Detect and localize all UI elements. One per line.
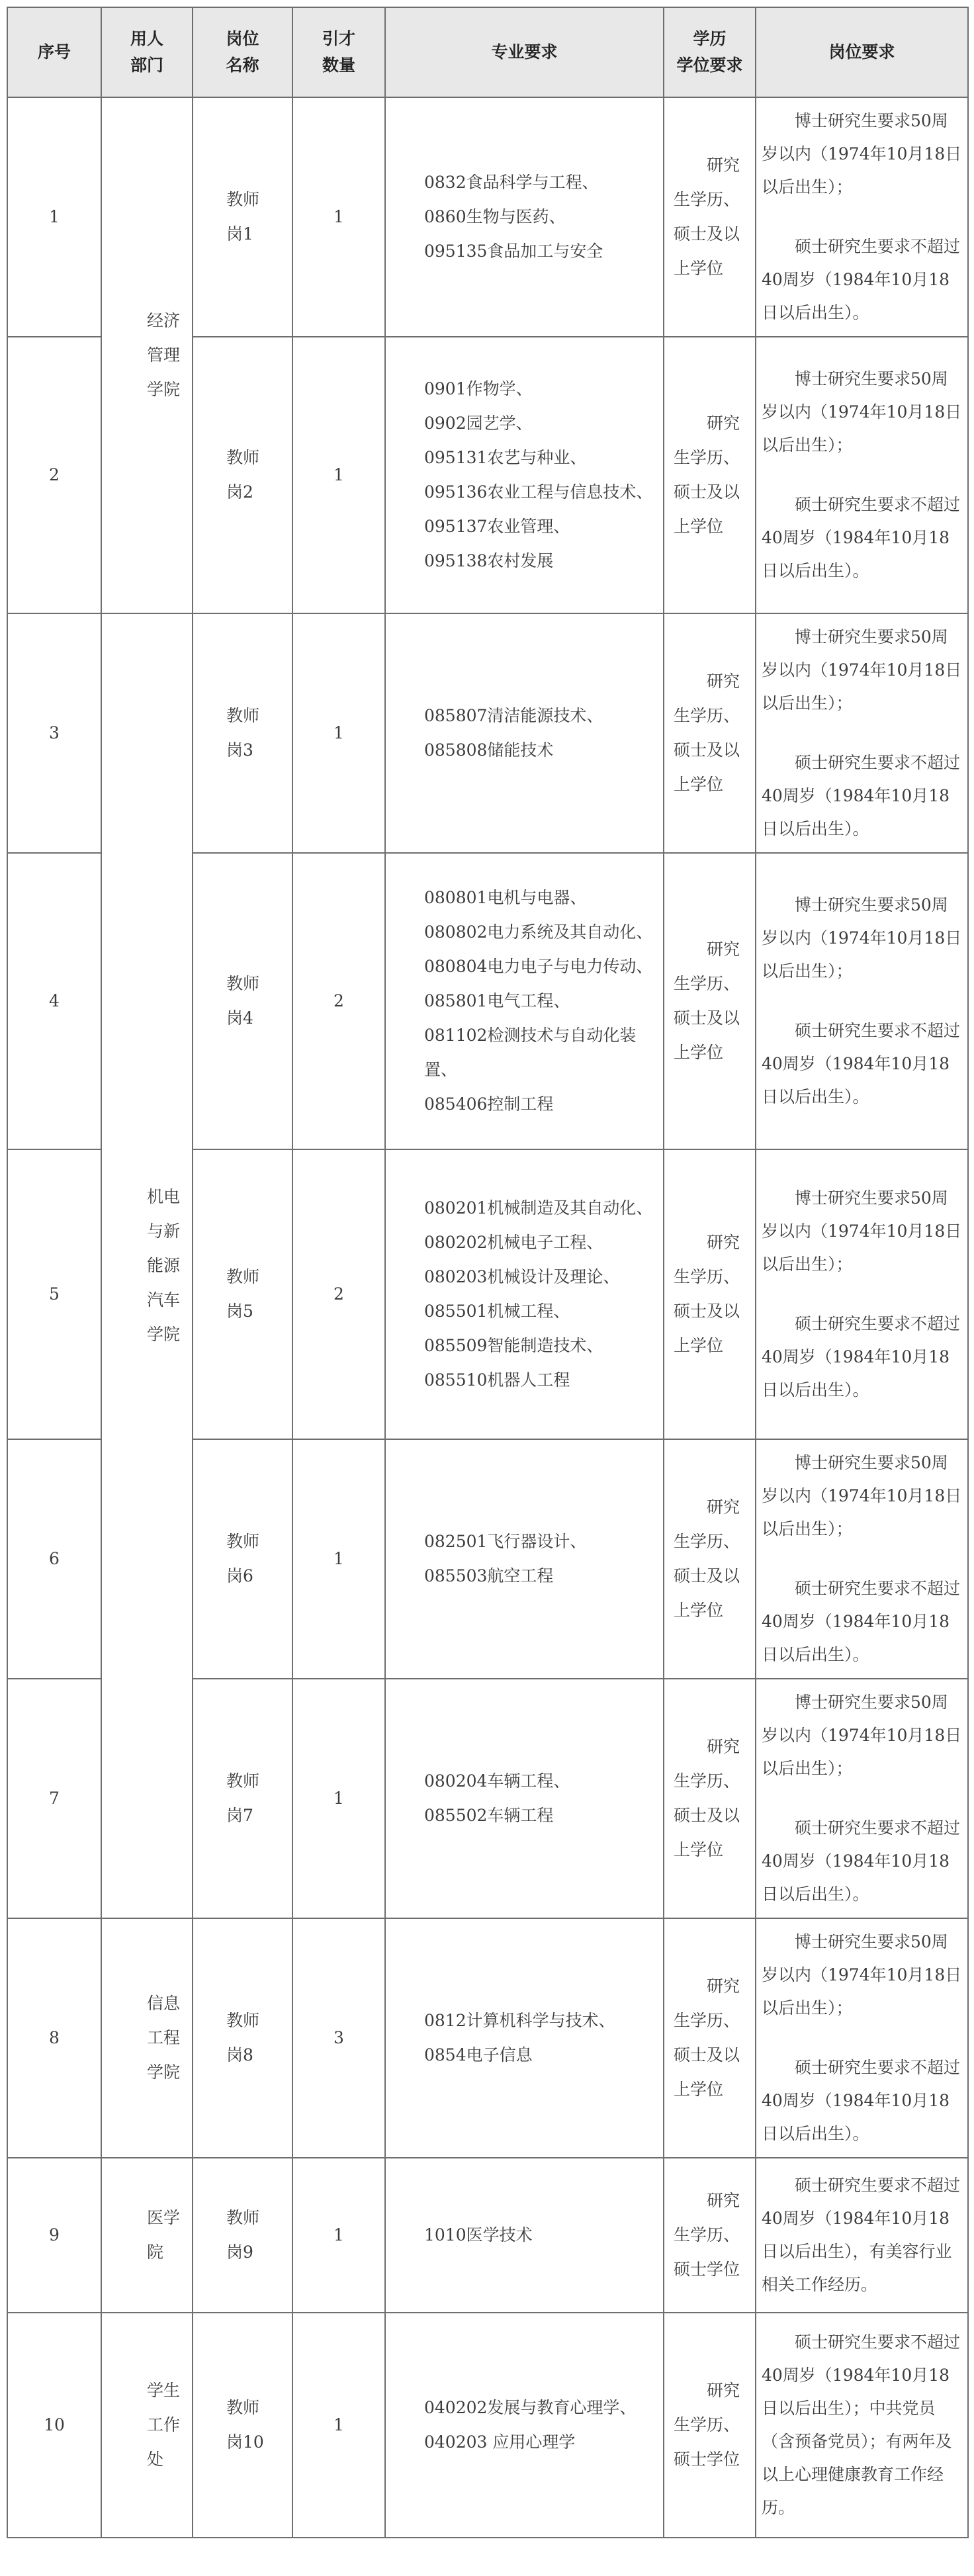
cell-count: 1 (292, 1679, 385, 1918)
major-item: 095137农业管理、 (424, 517, 570, 536)
text-line: 教师 (226, 448, 260, 467)
cell-seq: 1 (7, 97, 101, 337)
major-item: 081102检测技术与自动化装置、 (424, 1026, 637, 1079)
cell-edu (664, 613, 756, 853)
major-item: 095138农村发展 (424, 551, 554, 570)
major-item: 085502车辆工程 (424, 1806, 554, 1825)
text-line: 岗5 (226, 1302, 253, 1321)
cell-seq: 7 (7, 1679, 101, 1918)
text-line: 工作处 (147, 2415, 181, 2469)
cell-req (756, 97, 968, 337)
text-line: 管理学院 (147, 345, 181, 399)
dept-label (102, 1180, 192, 1352)
cell-post (193, 1918, 292, 2158)
text-line: 硕士研究生要求不超过40周岁（1984年10月18日以后出生），有美容行业相关工作经历。 (762, 2176, 961, 2294)
cell-count: 2 (292, 853, 385, 1149)
major-item: 080203机械设计及理论、 (424, 1267, 620, 1286)
header-major: 专业要求 (385, 7, 664, 97)
edu-line: 研究 (707, 1737, 740, 1756)
text-line: 硕士研究生要求不超过40周岁（1984年10月18日以后出生）。 (762, 1314, 961, 1399)
text-line: 教师 (226, 2398, 260, 2417)
cell-edu (664, 1918, 756, 2158)
edu-line: 研究 (707, 940, 740, 959)
edu-line: 生学历、 (674, 2225, 740, 2244)
text-line: 博士研究生要求50周岁以内（1974年10月18日以后出生）； (762, 1453, 962, 1538)
edu-line: 硕士及以 (674, 1008, 740, 1028)
cell-seq: 6 (7, 1439, 101, 1679)
edu-line: 硕士及以 (674, 2045, 740, 2065)
text-line: 硕士研究生要求不超过40周岁（1984年10月18日以后出生）；中共党员（含预备党员）；有两年及以上心理健康教育工作经历。 (762, 2332, 961, 2517)
major-item: 080202机械电子工程、 (424, 1233, 603, 1252)
major-item: 0860生物与医药、 (424, 207, 566, 226)
cell-edu (664, 1439, 756, 1679)
edu-line: 上学位 (674, 259, 724, 278)
cell-post (193, 1679, 292, 1918)
cell-major (385, 1439, 664, 1679)
edu-line: 生学历、 (674, 2415, 740, 2434)
cell-dept (101, 2158, 193, 2313)
major-item: 0902园艺学、 (424, 414, 533, 433)
table-row (7, 97, 968, 337)
edu-line: 研究 (707, 1976, 740, 1996)
major-item: 082501飞行器设计、 (424, 1532, 587, 1551)
cell-post (193, 97, 292, 337)
text-line: 岗8 (226, 2045, 253, 2065)
cell-count: 1 (292, 1439, 385, 1679)
text-line: 岗2 (226, 482, 253, 502)
text-line: 岗1 (226, 224, 253, 244)
major-item: 080204车辆工程、 (424, 1771, 570, 1791)
cell-count: 2 (292, 1149, 385, 1439)
major-item: 095136农业工程与信息技术、 (424, 482, 653, 502)
edu-line: 硕士及以 (674, 1806, 740, 1825)
text-line: 岗6 (226, 1566, 253, 1585)
text-line: 岗10 (226, 2432, 264, 2452)
major-item: 0832食品科学与工程、 (424, 173, 599, 192)
edu-line: 生学历、 (674, 706, 740, 725)
dept-label (102, 2374, 192, 2477)
major-item: 040202发展与教育心理学、 (424, 2398, 637, 2417)
cell-req (756, 613, 968, 853)
header-req: 岗位要求 (756, 7, 968, 97)
header-post: 岗位 名称 (193, 7, 292, 97)
cell-req (756, 1439, 968, 1679)
cell-edu (664, 97, 756, 337)
cell-req (756, 337, 968, 613)
header-seq: 序号 (7, 7, 101, 97)
cell-post (193, 1439, 292, 1679)
cell-edu (664, 853, 756, 1149)
edu-line: 生学历、 (674, 2011, 740, 2030)
cell-seq: 10 (7, 2313, 101, 2538)
text-line: 岗3 (226, 740, 253, 760)
cell-major (385, 97, 664, 337)
edu-line: 研究 (707, 672, 740, 691)
text-line: 岗4 (226, 1008, 253, 1028)
major-item: 080801电机与电器、 (424, 888, 587, 907)
cell-major (385, 613, 664, 853)
cell-count: 1 (292, 2158, 385, 2313)
text-line: 硕士研究生要求不超过40周岁（1984年10月18日以后出生）。 (762, 495, 961, 580)
text-line: 硕士研究生要求不超过40周岁（1984年10月18日以后出生）。 (762, 1021, 961, 1106)
table-row (7, 1918, 968, 2158)
text-line: 教师 (226, 2208, 260, 2227)
header-dept: 用人 部门 (101, 7, 193, 97)
major-item: 085406控制工程 (424, 1094, 554, 1114)
cell-edu (664, 337, 756, 613)
text-line: 博士研究生要求50周岁以内（1974年10月18日以后出生）； (762, 111, 962, 197)
cell-edu (664, 2158, 756, 2313)
text-line: 信息 (147, 1994, 181, 2013)
recruitment-table (7, 7, 969, 2538)
edu-line: 上学位 (674, 1336, 724, 1355)
text-line: 工程学院 (147, 2028, 181, 2082)
table-row (7, 2313, 968, 2538)
cell-count: 1 (292, 97, 385, 337)
cell-seq: 4 (7, 853, 101, 1149)
cell-major (385, 1679, 664, 1918)
edu-line: 上学位 (674, 2080, 724, 2099)
text-line: 教师 (226, 1771, 260, 1791)
table-row (7, 2158, 968, 2313)
major-item: 0812计算机科学与技术、 (424, 2011, 615, 2030)
cell-dept (101, 1918, 193, 2158)
text-line: 岗7 (226, 1806, 253, 1825)
edu-line: 生学历、 (674, 974, 740, 993)
text-line: 博士研究生要求50周岁以内（1974年10月18日以后出生）； (762, 895, 962, 981)
cell-count: 1 (292, 2313, 385, 2538)
cell-req (756, 1918, 968, 2158)
edu-line: 生学历、 (674, 190, 740, 209)
cell-req (756, 2313, 968, 2538)
text-line: 博士研究生要求50周岁以内（1974年10月18日以后出生）； (762, 1693, 962, 1778)
text-line: 教师 (226, 1532, 260, 1551)
cell-seq: 9 (7, 2158, 101, 2313)
cell-req (756, 853, 968, 1149)
text-line: 博士研究生要求50周岁以内（1974年10月18日以后出生）； (762, 1188, 962, 1274)
edu-line: 研究 (707, 414, 740, 433)
edu-line: 硕士及以 (674, 224, 740, 244)
edu-line: 上学位 (674, 517, 724, 536)
header-edu: 学历 学位要求 (664, 7, 756, 97)
major-item: 085503航空工程 (424, 1566, 554, 1585)
cell-edu (664, 1149, 756, 1439)
cell-post (193, 853, 292, 1149)
edu-line: 生学历、 (674, 1532, 740, 1551)
cell-dept (101, 2313, 193, 2538)
cell-edu (664, 2313, 756, 2538)
text-line: 硕士研究生要求不超过40周岁（1984年10月18日以后出生）。 (762, 753, 961, 838)
edu-line: 研究 (707, 155, 740, 175)
cell-post (193, 2313, 292, 2538)
major-item: 085501机械工程、 (424, 1302, 570, 1321)
edu-line: 研究 (707, 2381, 740, 2400)
edu-line: 上学位 (674, 1043, 724, 1062)
edu-line: 研究 (707, 1233, 740, 1252)
cell-major (385, 853, 664, 1149)
major-item: 0901作物学、 (424, 379, 533, 398)
cell-seq: 5 (7, 1149, 101, 1439)
major-item: 085801电气工程、 (424, 991, 570, 1010)
text-line: 教师 (226, 1267, 260, 1286)
cell-major (385, 2313, 664, 2538)
cell-dept (101, 613, 193, 1918)
dept-label (102, 1986, 192, 2090)
major-item: 085510机器人工程 (424, 1370, 570, 1390)
cell-post (193, 337, 292, 613)
edu-line: 上学位 (674, 775, 724, 794)
cell-major (385, 2158, 664, 2313)
text-line: 硕士研究生要求不超过40周岁（1984年10月18日以后出生）。 (762, 237, 961, 322)
text-line: 汽车学院 (147, 1290, 181, 1344)
cell-req (756, 1679, 968, 1918)
text-line: 硕士研究生要求不超过40周岁（1984年10月18日以后出生）。 (762, 2058, 961, 2143)
major-item: 080804电力电子与电力传动、 (424, 957, 653, 976)
major-item: 080201机械制造及其自动化、 (424, 1198, 653, 1218)
edu-line: 硕士学位 (674, 2450, 740, 2469)
header-row (7, 7, 968, 97)
cell-post (193, 613, 292, 853)
cell-req (756, 2158, 968, 2313)
edu-line: 硕士及以 (674, 740, 740, 760)
major-item: 1010医学技术 (424, 2225, 533, 2244)
cell-count: 3 (292, 1918, 385, 2158)
major-item: 095135食品加工与安全 (424, 242, 603, 261)
text-line: 教师 (226, 974, 260, 993)
major-item: 085509智能制造技术、 (424, 1336, 603, 1355)
edu-line: 上学位 (674, 1601, 724, 1620)
text-line: 博士研究生要求50周岁以内（1974年10月18日以后出生）； (762, 369, 962, 455)
edu-line: 生学历、 (674, 1267, 740, 1286)
edu-line: 上学位 (674, 1840, 724, 1859)
cell-seq: 8 (7, 1918, 101, 2158)
cell-major (385, 1918, 664, 2158)
edu-line: 硕士及以 (674, 482, 740, 502)
cell-post (193, 2158, 292, 2313)
text-line: 与新能源 (147, 1221, 181, 1275)
text-line: 机电 (147, 1187, 181, 1206)
cell-post (193, 1149, 292, 1439)
major-item: 085808储能技术 (424, 740, 554, 760)
text-line: 博士研究生要求50周岁以内（1974年10月18日以后出生）； (762, 627, 962, 713)
major-item: 0854电子信息 (424, 2045, 533, 2065)
edu-line: 生学历、 (674, 1771, 740, 1791)
text-line: 硕士研究生要求不超过40周岁（1984年10月18日以后出生）。 (762, 1579, 961, 1664)
edu-line: 硕士及以 (674, 1566, 740, 1585)
header-count: 引才 数量 (292, 7, 385, 97)
text-line: 教师 (226, 190, 260, 209)
major-item: 085807清洁能源技术、 (424, 706, 603, 725)
table-row (7, 613, 968, 853)
major-item: 095131农艺与种业、 (424, 448, 587, 467)
dept-label (102, 304, 192, 407)
text-line: 经济 (147, 311, 181, 330)
dept-label (102, 2201, 192, 2270)
cell-req (756, 1149, 968, 1439)
text-line: 教师 (226, 706, 260, 725)
cell-dept (101, 97, 193, 613)
edu-line: 硕士学位 (674, 2260, 740, 2279)
major-item: 040203 应用心理学 (424, 2432, 576, 2452)
cell-major (385, 337, 664, 613)
text-line: 岗9 (226, 2243, 253, 2262)
edu-line: 研究 (707, 2191, 740, 2210)
text-line: 院 (147, 2243, 164, 2262)
text-line: 学生 (147, 2381, 181, 2400)
cell-count: 1 (292, 337, 385, 613)
cell-edu (664, 1679, 756, 1918)
edu-line: 研究 (707, 1497, 740, 1517)
text-line: 教师 (226, 2011, 260, 2030)
cell-count: 1 (292, 613, 385, 853)
cell-seq: 3 (7, 613, 101, 853)
edu-line: 生学历、 (674, 448, 740, 467)
cell-seq: 2 (7, 337, 101, 613)
edu-line: 硕士及以 (674, 1302, 740, 1321)
text-line: 博士研究生要求50周岁以内（1974年10月18日以后出生）； (762, 1932, 962, 2018)
text-line: 硕士研究生要求不超过40周岁（1984年10月18日以后出生）。 (762, 1818, 961, 1904)
text-line: 医学 (147, 2208, 181, 2227)
major-item: 080802电力系统及其自动化、 (424, 922, 653, 942)
cell-major (385, 1149, 664, 1439)
